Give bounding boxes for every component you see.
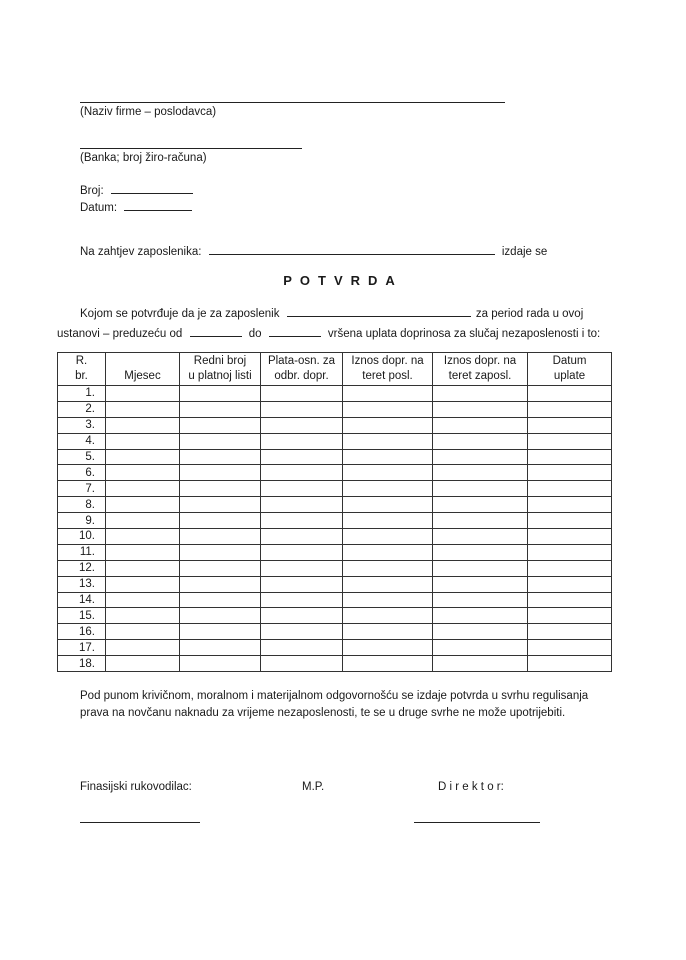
table-cell[interactable] <box>106 576 180 592</box>
table-cell[interactable] <box>343 624 433 640</box>
table-cell[interactable] <box>106 608 180 624</box>
table-row <box>58 529 612 545</box>
table-cell[interactable] <box>180 608 261 624</box>
table-cell[interactable] <box>106 513 180 529</box>
column-header-line: teret zaposl. <box>448 370 512 382</box>
table-cell[interactable] <box>106 624 180 640</box>
intro-line-1 <box>80 305 583 320</box>
table-cell[interactable] <box>343 401 433 417</box>
table-row <box>58 656 612 672</box>
row-number: 13. <box>58 576 106 592</box>
column-header <box>106 353 180 386</box>
table-row <box>58 624 612 640</box>
table-row <box>58 592 612 608</box>
table-cell[interactable] <box>261 608 343 624</box>
table-row <box>58 449 612 465</box>
employee-name-line[interactable] <box>209 243 495 255</box>
intro-text-a: Kojom se potvrđuje da je za zaposlenik <box>80 308 280 320</box>
director-signature-line[interactable] <box>414 822 540 823</box>
column-header <box>433 353 528 386</box>
table-cell[interactable] <box>343 386 433 402</box>
table-cell[interactable] <box>343 433 433 449</box>
table-cell[interactable] <box>261 592 343 608</box>
table-cell[interactable] <box>106 497 180 513</box>
table-row <box>58 513 612 529</box>
table-cell[interactable] <box>343 576 433 592</box>
stamp-label: M.P. <box>302 781 325 793</box>
employer-name-label: (Naziv firme – poslodavca) <box>80 106 217 118</box>
table-cell[interactable] <box>433 497 528 513</box>
broj-field <box>80 182 193 197</box>
column-header-line: Mjesec <box>124 370 161 382</box>
table-row <box>58 465 612 481</box>
table-cell[interactable] <box>433 401 528 417</box>
column-header-line: br. <box>75 370 88 382</box>
table-row <box>58 417 612 433</box>
table-cell[interactable] <box>528 513 612 529</box>
table-row <box>58 576 612 592</box>
row-number: 14. <box>58 592 106 608</box>
column-header <box>180 353 261 386</box>
table-cell[interactable] <box>180 433 261 449</box>
table-cell[interactable] <box>261 640 343 656</box>
document-title: POTVRDA <box>283 273 403 288</box>
table-cell[interactable] <box>180 417 261 433</box>
table-cell[interactable] <box>528 560 612 576</box>
table-cell[interactable] <box>106 465 180 481</box>
table-cell[interactable] <box>180 560 261 576</box>
table-cell[interactable] <box>433 608 528 624</box>
column-header-line: u platnoj listi <box>188 370 252 382</box>
table-cell[interactable] <box>528 497 612 513</box>
table-cell[interactable] <box>180 513 261 529</box>
table-cell[interactable] <box>343 640 433 656</box>
table-cell[interactable] <box>433 560 528 576</box>
datum-input-line[interactable] <box>124 199 192 211</box>
broj-input-line[interactable] <box>111 182 193 194</box>
table-cell[interactable] <box>433 624 528 640</box>
table-row <box>58 544 612 560</box>
column-header <box>528 353 612 386</box>
table-header-row <box>58 353 612 386</box>
column-header-line: teret posl. <box>362 370 413 382</box>
broj-label: Broj: <box>80 185 104 197</box>
column-header <box>343 353 433 386</box>
column-header <box>261 353 343 386</box>
liability-statement: Pod punom krivičnom, moralnom i materijalnom odgovornošću se izdaje potvrda u svrhu regulisanja prava na novčanu naknadu za vrijeme nezaposlenosti, te se u druge svrhe ne može upotrijebiti. <box>80 690 589 719</box>
datum-label: Datum: <box>80 202 118 214</box>
row-number: 10. <box>58 529 106 545</box>
intro-text-c: ustanovi – preduzeću od <box>57 328 183 340</box>
column-header <box>58 353 106 386</box>
table-cell[interactable] <box>180 544 261 560</box>
table-cell[interactable] <box>343 592 433 608</box>
row-number: 11. <box>58 544 106 560</box>
table-cell[interactable] <box>433 513 528 529</box>
table-cell[interactable] <box>261 465 343 481</box>
employer-name-line[interactable] <box>80 102 505 103</box>
column-header-line: uplate <box>553 370 586 382</box>
table-cell[interactable] <box>528 386 612 402</box>
table-row <box>58 433 612 449</box>
row-number: 8. <box>58 497 106 513</box>
table-cell[interactable] <box>261 433 343 449</box>
table-cell[interactable] <box>433 417 528 433</box>
table-cell[interactable] <box>433 449 528 465</box>
table-cell[interactable] <box>261 544 343 560</box>
table-cell[interactable] <box>528 529 612 545</box>
column-header-line <box>106 354 179 369</box>
table-cell[interactable] <box>180 640 261 656</box>
row-number: 3. <box>58 417 106 433</box>
table-cell[interactable] <box>528 656 612 672</box>
employee-line[interactable] <box>287 305 471 317</box>
datum-field <box>80 199 192 214</box>
table-cell[interactable] <box>261 529 343 545</box>
column-header-line: Plata-osn. za <box>267 355 336 367</box>
table-cell[interactable] <box>106 544 180 560</box>
row-number: 1. <box>58 386 106 402</box>
table-cell[interactable] <box>433 386 528 402</box>
period-to-line[interactable] <box>269 325 321 337</box>
table-cell[interactable] <box>261 576 343 592</box>
table-cell[interactable] <box>528 433 612 449</box>
finance-signature-line[interactable] <box>80 822 200 823</box>
intro-text-b: za period rada u ovoj <box>475 308 584 320</box>
table-cell[interactable] <box>433 656 528 672</box>
table-cell[interactable] <box>343 544 433 560</box>
row-number: 9. <box>58 513 106 529</box>
table-cell[interactable] <box>180 401 261 417</box>
row-number: 16. <box>58 624 106 640</box>
table-cell[interactable] <box>180 465 261 481</box>
table-cell[interactable] <box>433 640 528 656</box>
table-cell[interactable] <box>343 417 433 433</box>
table-body <box>58 386 612 672</box>
table-cell[interactable] <box>261 560 343 576</box>
table-row <box>58 560 612 576</box>
table-cell[interactable] <box>106 529 180 545</box>
table-row <box>58 640 612 656</box>
table-cell[interactable] <box>180 449 261 465</box>
table-cell[interactable] <box>343 481 433 497</box>
table-cell[interactable] <box>528 608 612 624</box>
table-cell[interactable] <box>106 449 180 465</box>
table-cell[interactable] <box>528 465 612 481</box>
table-cell[interactable] <box>528 417 612 433</box>
intro-line-2 <box>57 325 600 340</box>
table-cell[interactable] <box>261 497 343 513</box>
table-cell[interactable] <box>106 640 180 656</box>
table-cell[interactable] <box>528 576 612 592</box>
table-cell[interactable] <box>180 592 261 608</box>
contributions-table <box>57 352 612 672</box>
table-cell[interactable] <box>106 656 180 672</box>
table-cell[interactable] <box>180 576 261 592</box>
table-cell[interactable] <box>180 497 261 513</box>
column-header-line: Iznos dopr. na <box>351 355 424 367</box>
bank-account-line[interactable] <box>80 148 302 149</box>
table-cell[interactable] <box>433 433 528 449</box>
column-header-line: R. <box>75 355 88 367</box>
table-cell[interactable] <box>528 592 612 608</box>
table-cell[interactable] <box>261 481 343 497</box>
table-cell[interactable] <box>106 417 180 433</box>
table-cell[interactable] <box>261 449 343 465</box>
table-cell[interactable] <box>528 481 612 497</box>
table-cell[interactable] <box>180 624 261 640</box>
row-number: 18. <box>58 656 106 672</box>
table-cell[interactable] <box>528 449 612 465</box>
table-cell[interactable] <box>528 544 612 560</box>
table-cell[interactable] <box>106 481 180 497</box>
table-cell[interactable] <box>343 560 433 576</box>
request-line <box>80 243 547 258</box>
table-cell[interactable] <box>261 401 343 417</box>
column-header-line: Redni broj <box>193 355 247 367</box>
table-row <box>58 608 612 624</box>
table-cell[interactable] <box>433 544 528 560</box>
column-header-line: Iznos dopr. na <box>443 355 517 367</box>
row-number: 5. <box>58 449 106 465</box>
table-cell[interactable] <box>343 608 433 624</box>
table-cell[interactable] <box>343 513 433 529</box>
table-cell[interactable] <box>343 656 433 672</box>
table-cell[interactable] <box>528 401 612 417</box>
row-number: 17. <box>58 640 106 656</box>
table-row <box>58 497 612 513</box>
request-suffix: izdaje se <box>501 246 548 258</box>
table-cell[interactable] <box>343 465 433 481</box>
table-row <box>58 386 612 402</box>
table-cell[interactable] <box>343 529 433 545</box>
table-cell[interactable] <box>106 386 180 402</box>
table-cell[interactable] <box>261 386 343 402</box>
table-cell[interactable] <box>433 529 528 545</box>
table-cell[interactable] <box>528 624 612 640</box>
table-cell[interactable] <box>180 656 261 672</box>
table-cell[interactable] <box>180 481 261 497</box>
table-cell[interactable] <box>180 529 261 545</box>
row-number: 15. <box>58 608 106 624</box>
table-row <box>58 481 612 497</box>
director-label: D i r e k t o r: <box>438 781 504 793</box>
table-cell[interactable] <box>106 433 180 449</box>
table-cell[interactable] <box>261 624 343 640</box>
table-cell[interactable] <box>528 640 612 656</box>
table-cell[interactable] <box>343 497 433 513</box>
table-cell[interactable] <box>433 465 528 481</box>
table-cell[interactable] <box>180 386 261 402</box>
period-from-line[interactable] <box>190 325 242 337</box>
table-cell[interactable] <box>343 449 433 465</box>
request-prefix: Na zahtjev zaposlenika: <box>80 246 202 258</box>
column-header-line: odbr. dopr. <box>274 370 329 382</box>
table-cell[interactable] <box>433 576 528 592</box>
table-cell[interactable] <box>433 481 528 497</box>
column-header-line: Datum <box>552 355 587 367</box>
intro-text-e: vršena uplata doprinosa za slučaj nezaposlenosti i to: <box>327 328 601 340</box>
bank-account-label: (Banka; broj žiro-računa) <box>80 152 207 164</box>
row-number: 6. <box>58 465 106 481</box>
table-cell[interactable] <box>106 592 180 608</box>
table-cell[interactable] <box>261 513 343 529</box>
row-number: 4. <box>58 433 106 449</box>
table-cell[interactable] <box>106 401 180 417</box>
row-number: 7. <box>58 481 106 497</box>
row-number: 12. <box>58 560 106 576</box>
table-cell[interactable] <box>433 592 528 608</box>
table-cell[interactable] <box>261 417 343 433</box>
table-row <box>58 401 612 417</box>
intro-text-d: do <box>248 328 262 340</box>
row-number: 2. <box>58 401 106 417</box>
finance-manager-label: Finasijski rukovodilac: <box>80 781 192 793</box>
table-cell[interactable] <box>106 560 180 576</box>
table-cell[interactable] <box>261 656 343 672</box>
